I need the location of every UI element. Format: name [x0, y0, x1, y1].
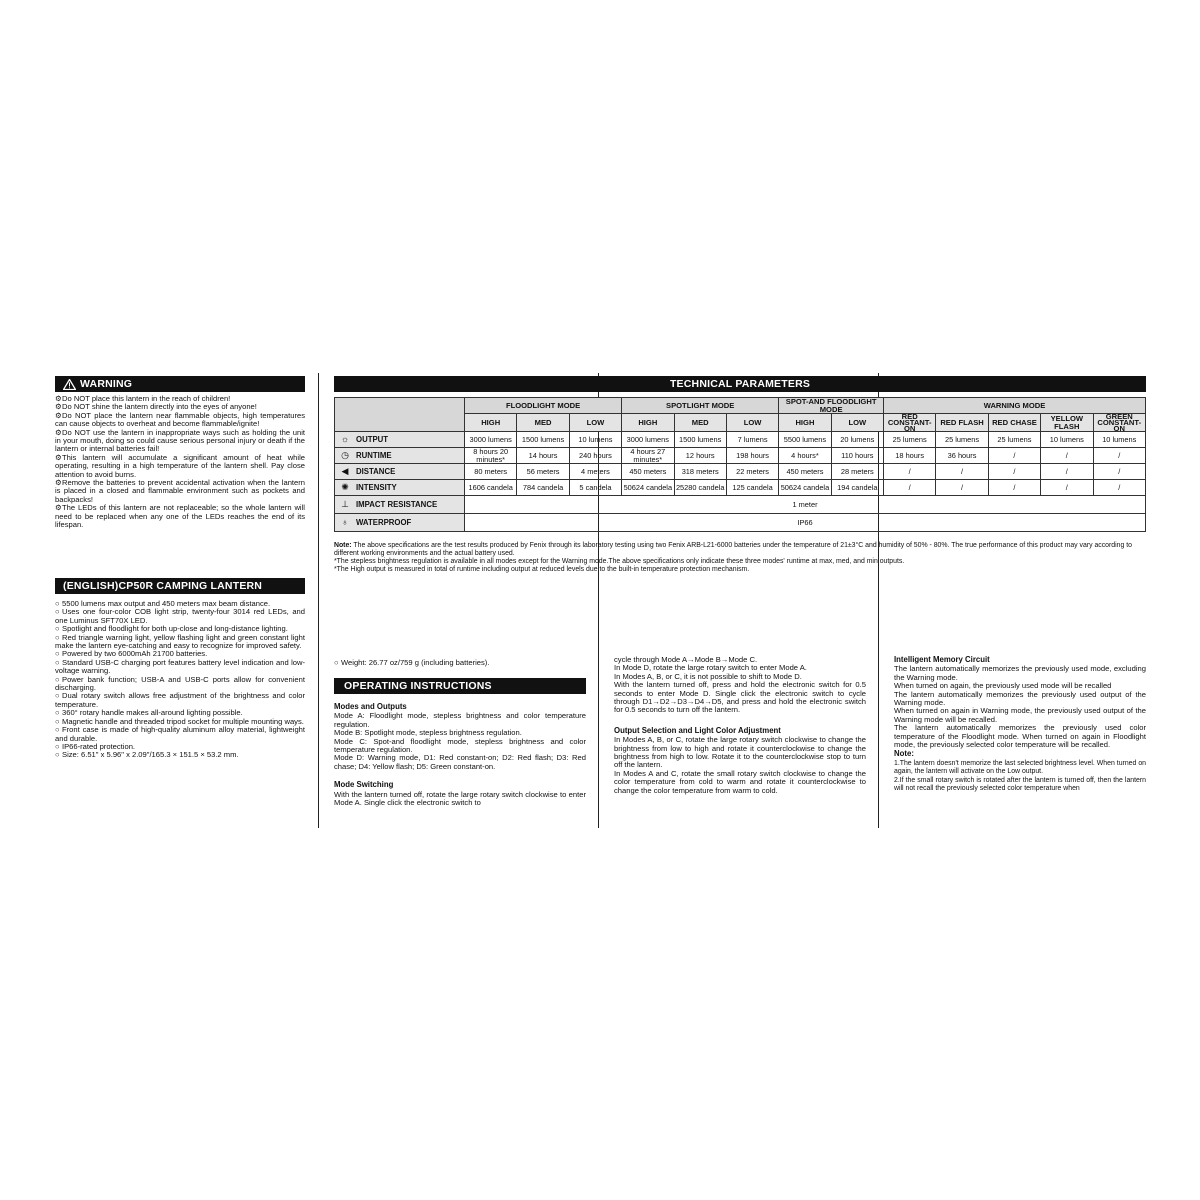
bullet-icon: ○ — [55, 716, 60, 726]
table-cell: 50624 candela — [779, 480, 831, 496]
gear-icon: ⚙ — [55, 402, 62, 412]
bullet-icon: ○ — [55, 691, 60, 701]
list-item: ○ Dual rotary switch allows free adjustment of the brightness and color temperature. — [55, 691, 305, 709]
list-item: ⚙Remove the batteries to prevent accidental activation when the lantern is placed in a closed and flammable environment such as pockets and backpacks! — [55, 478, 305, 504]
gear-icon: ⚙ — [55, 452, 62, 462]
column-header: HIGH — [779, 414, 831, 432]
operating-section — [334, 678, 586, 807]
table-row — [335, 398, 1146, 414]
table-cell: 125 candela — [726, 480, 778, 496]
table-row — [335, 496, 1146, 514]
warning-section — [55, 376, 305, 530]
list-item: ⚙Do NOT place the lantern near flammable objects, high temperatures can cause objects to overheat and become flammable/ignite! — [55, 410, 305, 429]
warning-triangle-icon — [63, 379, 76, 390]
table-cell: / — [1041, 448, 1093, 464]
column-header: LOW — [569, 414, 621, 432]
column-header: HIGH — [622, 414, 674, 432]
table-cell: 318 meters — [674, 464, 726, 480]
gear-icon: ⚙ — [55, 410, 62, 420]
table-cell: 25280 candela — [674, 480, 726, 496]
table-row — [335, 514, 1146, 532]
list-item: ○ Powered by two 6000mAh 21700 batteries. — [55, 649, 208, 659]
bullet-icon: ○ — [55, 624, 60, 634]
list-item: ○ Uses one four-color COB light strip, twenty-four 3014 red LEDs, and one Luminus SFT70X LED. — [55, 607, 305, 625]
paragraph: In Modes A, B, or C, rotate the large rotary switch clockwise to change the brightness from low to high and rotate it counterclockwise to change the brightness from high to low. Rotate it to the counterclockwise stop to turn off the lantern. — [614, 735, 866, 770]
paragraph: 2.If the small rotary switch is rotated after the lantern is turned off, then the lantern will not recall the previously selected color temperature when — [894, 776, 1146, 793]
bullet-icon: ○ — [55, 649, 60, 659]
impact-icon: ⊥ — [341, 499, 349, 510]
list-item: ⚙The LEDs of this lantern are not replaceable; so the whole lantern will need to be replaced when any one of the LEDs reaches the end of its lifespan. — [55, 503, 305, 530]
table-cell: / — [884, 480, 936, 496]
paragraph: When turned on again, the previously used mode will be recalled — [894, 681, 1112, 691]
bullet-icon: ○ — [55, 750, 60, 760]
table-row — [335, 448, 1146, 464]
bullet-icon: ○ — [55, 725, 60, 735]
bullet-icon: ○ — [55, 741, 60, 751]
warning-header — [55, 376, 305, 392]
feature-list — [55, 600, 305, 760]
row-label: ✺ INTENSITY — [335, 480, 465, 496]
row-label: ☼ OUTPUT — [335, 432, 465, 448]
table-cell: 25 lumens — [936, 432, 988, 448]
list-item: Mode D: Warning mode, D1: Red constant-on; D2: Red flash; D3: Red chase; D4: Yellow flash; D5: Green constant-on. — [334, 753, 586, 771]
bullet-icon: ○ — [55, 708, 60, 718]
modes-heading: Modes and Outputs — [334, 702, 407, 711]
table-cell: 28 meters — [831, 464, 883, 480]
column-header: GREEN CONSTANT-ON — [1093, 414, 1146, 432]
gear-icon: ⚙ — [55, 394, 62, 403]
list-item: ⚙Do NOT use the lantern in inappropriate ways such as holding the unit in your mouth, doing so could cause serious personal injury or death if the lantern or internal batteries fail! — [55, 427, 305, 454]
fold-line — [318, 373, 319, 828]
table-cell: 1500 lumens — [517, 432, 569, 448]
bullet-icon: ○ — [55, 657, 60, 667]
product-header — [55, 578, 305, 594]
column-header: LOW — [726, 414, 778, 432]
column-header: LOW — [831, 414, 883, 432]
table-cell: / — [988, 480, 1040, 496]
bullet-icon: ○ — [55, 632, 60, 642]
list-item: Mode A: Floodlight mode, stepless brightness and color temperature regulation. — [334, 711, 586, 729]
table-cell: 3000 lumens — [622, 432, 674, 448]
list-item: ○ Power bank function; USB-A and USB-C ports allow for convenient discharging. — [55, 674, 305, 693]
paragraph: In Modes A, B, or C, it is not possible to shift to Mode D. — [614, 671, 802, 681]
tech-notes — [334, 542, 1146, 574]
table-cell: / — [988, 448, 1040, 464]
table-cell: 12 hours — [674, 448, 726, 464]
table-cell: 20 lumens — [831, 432, 883, 448]
column-header: RED CONSTANT-ON — [884, 414, 936, 432]
list-item: ○ 5500 lumens max output and 450 meters max beam distance. — [55, 599, 271, 608]
table-cell: / — [1093, 448, 1146, 464]
mode-header: SPOT-AND FLOODLIGHT MODE — [779, 398, 884, 414]
gear-icon: ⚙ — [55, 427, 62, 437]
table-cell: / — [884, 464, 936, 480]
table-cell: 240 hours — [569, 448, 621, 464]
list-item: ○ IP66-rated protection. — [55, 741, 136, 751]
table-cell: 784 candela — [517, 480, 569, 496]
sun-icon: ☼ — [340, 434, 350, 445]
table-cell: 25 lumens — [988, 432, 1040, 448]
table-cell: / — [1093, 464, 1146, 480]
row-label: ⊥ IMPACT RESISTANCE — [335, 496, 465, 514]
list-item: Mode C: Spot-and floodlight mode, stepless brightness and color temperature regulation. — [334, 736, 586, 755]
table-corner — [335, 398, 465, 432]
table-cell: 50624 candela — [622, 480, 674, 496]
table-cell: 36 hours — [936, 448, 988, 464]
list-item: ⚙Do NOT place this lantern in the reach of children! — [55, 394, 231, 403]
table-cell: 194 candela — [831, 480, 883, 496]
operating-header — [334, 678, 586, 694]
note-line: *The High output is measured in total of runtime including output at reduced levels due to the built-in temperature protection mechanism. — [334, 566, 750, 574]
operating-title: OPERATING INSTRUCTIONS — [344, 680, 492, 692]
column-header: RED CHASE — [988, 414, 1040, 432]
list-item: ○ Magnetic handle and threaded tripod socket for multiple mounting ways. — [55, 716, 304, 726]
list-item: ○ 360° rotary handle makes all-around lighting possible. — [55, 708, 243, 718]
column-header: RED FLASH — [936, 414, 988, 432]
bullet-icon: ○ — [334, 658, 339, 667]
table-row — [335, 464, 1146, 480]
operating-body — [334, 703, 586, 807]
paragraph: The lantern automatically memorizes the previously used color temperature of the Floodlight mode. When turned on again in Floodlight mode, the previously selected color temperature will be recalled. — [894, 723, 1146, 750]
product-title: (ENGLISH)CP50R CAMPING LANTERN — [63, 580, 263, 592]
table-cell: IP66 — [465, 514, 1146, 532]
table-cell: / — [936, 480, 988, 496]
table-cell: 25 lumens — [884, 432, 936, 448]
gear-icon: ⚙ — [55, 478, 62, 488]
table-cell: / — [988, 464, 1040, 480]
memory-heading: Intelligent Memory Circuit — [894, 655, 990, 664]
table-cell: 450 meters — [779, 464, 831, 480]
memory-section — [894, 656, 1146, 794]
paragraph: With the lantern turned off, rotate the large rotary switch clockwise to enter Mode A. Single click the electronic switch to — [334, 789, 586, 808]
clock-icon: ◷ — [341, 450, 349, 461]
mode-header: WARNING MODE — [884, 398, 1146, 414]
table-cell: 4 hours* — [779, 448, 831, 464]
weight-line: ○ Weight: 26.77 oz/759 g (including batteries). — [334, 658, 490, 667]
paragraph: 1.The lantern doesn't memorize the last selected brightness level. When turned on again, the lantern will activate on the Low output. — [894, 759, 1146, 776]
table-cell: 8 hours 20 minutes* — [465, 448, 517, 464]
paragraph: With the lantern turned off, press and hold the electronic switch for 0.5 seconds to enter Mode D. Single click the electronic switch to cycle through D1→D2→D3→D4→D5, and press and hold the electronic switch for 0.5 seconds to turn off the lantern. — [614, 680, 866, 715]
paragraph: The lantern automatically memorizes the previously used mode, excluding the Warning mode. — [894, 664, 1146, 682]
tech-header — [334, 376, 1146, 392]
water-drop-icon: ♁ — [341, 517, 349, 528]
column-header: MED — [674, 414, 726, 432]
note-line: Note: The above specifications are the test results produced by Fenix through its laboratory testing using two Fenix ARB-L21-6000 batteries under the temperature of 21±3°C and humidity of 50% - 80%. The true performance of this product may vary according to different working environments and the actual battery used. — [334, 542, 1132, 558]
table-cell: / — [936, 464, 988, 480]
note-line: *The stepless brightness regulation is available in all modes except for the Warning mode.The above specifications only indicate these three modes' runtime at max, med, and min outputs. — [334, 558, 905, 566]
table-cell: 14 hours — [517, 448, 569, 464]
table-cell: / — [1093, 480, 1146, 496]
table-row — [335, 480, 1146, 496]
paragraph: When turned on again in Warning mode, the previously used output of the Warning mode will be recalled. — [894, 706, 1146, 724]
operating-column-3 — [614, 656, 866, 795]
product-section — [55, 578, 305, 760]
tech-section — [334, 376, 1146, 574]
row-label: ♁ WATERPROOF — [335, 514, 465, 532]
beam-icon: ◀ — [341, 466, 349, 477]
table-cell: 1606 candela — [465, 480, 517, 496]
tech-table — [334, 397, 1146, 532]
paragraph: In Mode D, rotate the large rotary switch to enter Mode A. — [614, 663, 807, 673]
table-cell: 10 lumens — [569, 432, 621, 448]
list-item: Mode B: Spotlight mode, stepless brightness regulation. — [334, 728, 522, 738]
tech-title: TECHNICAL PARAMETERS — [669, 378, 811, 390]
table-cell: 1 meter — [465, 496, 1146, 514]
warning-list — [55, 395, 305, 530]
list-item: ⚙Do NOT shine the lantern directly into the eyes of anyone! — [55, 402, 257, 412]
table-cell: 450 meters — [622, 464, 674, 480]
memory-note-label: Note: — [894, 749, 914, 759]
table-cell: / — [1041, 480, 1093, 496]
output-heading: Output Selection and Light Color Adjustment — [614, 725, 781, 735]
table-row — [335, 432, 1146, 448]
table-cell: / — [1041, 464, 1093, 480]
table-cell: 4 hours 27 minutes* — [622, 448, 674, 464]
column-header: YELLOW FLASH — [1041, 414, 1093, 432]
switching-heading: Mode Switching — [334, 780, 394, 790]
table-cell: 56 meters — [517, 464, 569, 480]
table-cell: 4 meters — [569, 464, 621, 480]
table-cell: 18 hours — [884, 448, 936, 464]
list-item: ○ Front case is made of high-quality aluminum alloy material, lightweight and durable. — [55, 725, 305, 743]
bullet-icon: ○ — [55, 607, 60, 617]
bullet-icon: ○ — [55, 599, 60, 608]
list-item: ○ Standard USB-C charging port features battery level indication and low-voltage warning. — [55, 657, 305, 676]
mode-header: FLOODLIGHT MODE — [465, 398, 622, 414]
list-item: ○ Red triangle warning light, yellow flashing light and green constant light make the lantern eye-catching and easy to recognize for improved safety. — [55, 632, 305, 651]
table-cell: 1500 lumens — [674, 432, 726, 448]
intensity-icon: ✺ — [341, 482, 349, 493]
table-cell: 5 candela — [569, 480, 621, 496]
table-cell: 198 hours — [726, 448, 778, 464]
row-label: ◀ DISTANCE — [335, 464, 465, 480]
mode-header: SPOTLIGHT MODE — [622, 398, 779, 414]
row-label: ◷ RUNTIME — [335, 448, 465, 464]
table-cell: 5500 lumens — [779, 432, 831, 448]
table-cell: 10 lumens — [1041, 432, 1093, 448]
paragraph: cycle through Mode A→Mode B→Mode C. — [614, 655, 758, 664]
table-cell: 22 meters — [726, 464, 778, 480]
paragraph: In Modes A and C, rotate the small rotary switch clockwise to change the color temperature from cold to warm and rotate it counterclockwise to change the color temperature from warm to cold. — [614, 768, 866, 795]
list-item: ⚙This lantern will accumulate a significant amount of heat while operating, resulting in a high temperature of the lantern shell. Pay close attention to avoid burns. — [55, 452, 305, 479]
column-header: HIGH — [465, 414, 517, 432]
list-item: ○ Spotlight and floodlight for both up-close and long-distance lighting. — [55, 624, 288, 634]
column-header: MED — [517, 414, 569, 432]
table-cell: 80 meters — [465, 464, 517, 480]
list-item: ○ Size: 6.51" x 5.96" x 2.09"/165.3 × 151.5 × 53.2 mm. — [55, 750, 239, 760]
gear-icon: ⚙ — [55, 503, 62, 513]
table-cell: 3000 lumens — [465, 432, 517, 448]
table-cell: 7 lumens — [726, 432, 778, 448]
warning-title: WARNING — [80, 378, 133, 390]
paragraph: The lantern automatically memorizes the previously used output of the Warning mode. — [894, 689, 1146, 708]
bullet-icon: ○ — [55, 674, 60, 684]
table-cell: 110 hours — [831, 448, 883, 464]
table-cell: 10 lumens — [1093, 432, 1146, 448]
